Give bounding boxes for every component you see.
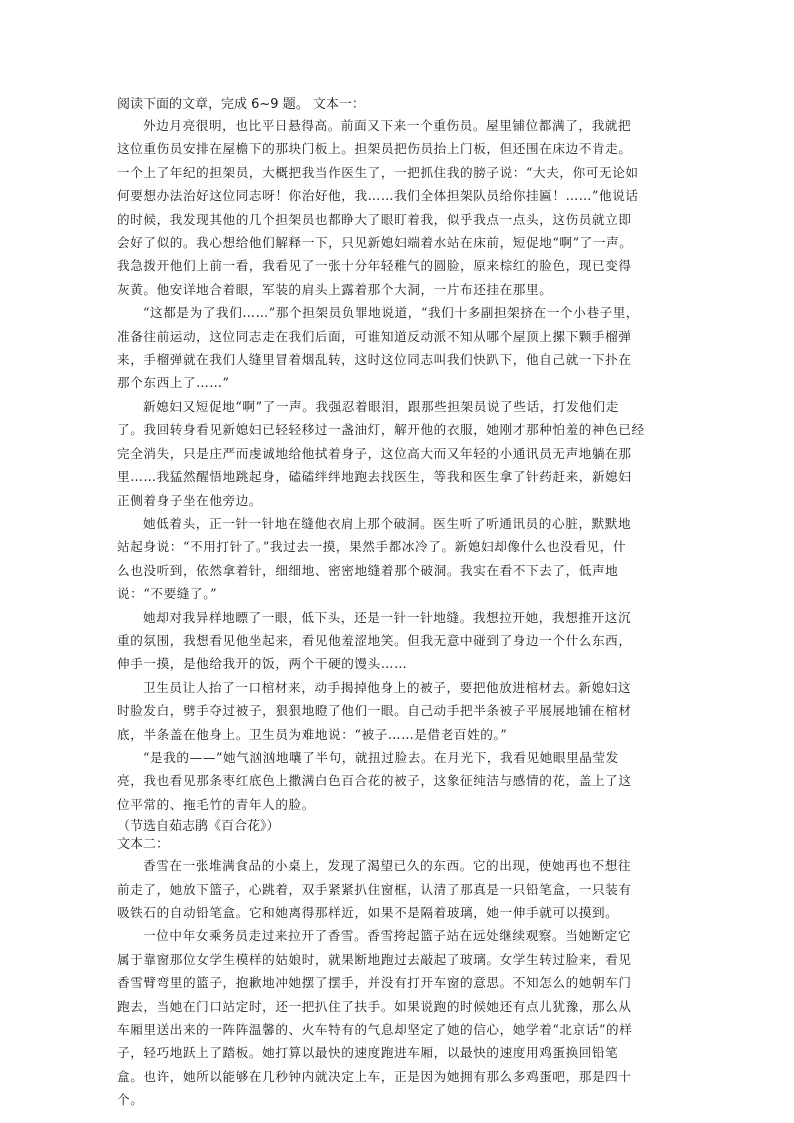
text-line: 准备往前运动，这位同志走在我们后面，可谁知道反动派不知从哪个屋顶上摞下颗手榴弹: [117, 328, 632, 344]
text-line: 那个东西上了……”: [117, 375, 230, 391]
text-line: 跑去，当她在门口站定时，还一把扒住了扶手。如果说跑的时候她还有点儿犹豫，那么从: [117, 998, 632, 1014]
text-line: 亮，我也看见那条枣红底色上撒满白色百合花的被子，这象征纯洁与感情的花，盖上了这: [117, 773, 632, 789]
text-line: 灰黄。他安详地合着眼，军装的肩头上露着那个大洞，一片布还挂在那里。: [117, 281, 553, 297]
text-line: 香雪臂弯里的篮子，抱歉地冲她摆了摆手，并没有打开车窗的意思。不知怎么的她朝车门: [117, 975, 632, 991]
text-line: 正侧着身子坐在他旁边。: [117, 492, 263, 508]
text1-paragraph-6: [117, 676, 673, 746]
text1-paragraph-1: [117, 114, 673, 301]
question-instruction: 阅读下面的文章，完成 6~9 题。 文本一：: [117, 97, 365, 112]
text-line: 属于靠窗那位女学生模样的姑娘时，就果断地跑过去敲起了玻璃。女学生转过脸来，看见: [117, 951, 632, 967]
text-line: 底，半条盖在他身上。卫生员为难地说：“被子……是借老百姓的。”: [117, 726, 508, 742]
text-line: 了。我回转身看见新媳妇已轻轻移过一盏油灯，解开他的衣服，她刚才那种怕羞的神色已经: [117, 422, 645, 438]
text2-label: 文本二：: [117, 837, 170, 853]
text1-paragraph-7: [117, 746, 673, 816]
text-line: “是我的——”她气汹汹地嚷了半句，就扭过脸去。在月光下，我看见她眼里晶莹发: [143, 749, 619, 765]
text2-paragraph-2: [117, 924, 673, 1111]
text1-paragraph-5: [117, 606, 673, 676]
document-page: [117, 96, 673, 1112]
text-line: 卫生员让人抬了一口棺材来，动手揭掉他身上的被子，要把他放进棺材去。新媳妇这: [143, 679, 632, 695]
text-line: 位平常的、拖毛竹的青年人的脸。: [117, 796, 315, 812]
text-line: 时脸发白，劈手夺过被子，狠狠地瞪了他们一眼。自己动手把半条被子平展展地铺在棺材: [117, 703, 632, 719]
text1-paragraph-4: [117, 512, 673, 606]
text-line: 车厢里送出来的一阵阵温馨的、火车特有的气息却坚定了她的信心，她学着“北京话”的样: [117, 1022, 633, 1038]
text1-paragraph-3: [117, 395, 673, 512]
text-line: 重的氛围，我想看见他坐起来，看见他羞涩地笑。但我无意中碰到了身边一个什么东西，: [117, 632, 632, 648]
text-line: “这都是为了我们……”那个担架员负罪地说道，“我们十多副担架挤在一个小巷子里，: [143, 305, 640, 321]
text2-paragraph-1: [117, 854, 673, 924]
text-line: 一位中年女乘务员走过来拉开了香雪。香雪挎起篮子站在远处继续观察。当她断定它: [143, 928, 632, 944]
text-line: 香雪在一张堆满食品的小桌上，发现了渴望已久的东西。它的出现，使她再也不想往: [143, 858, 632, 874]
text-line: 么也没听到，依然拿着针，细细地、密密地缝着那个破洞。我实在看不下去了，低声地: [117, 562, 619, 578]
text-line: 外边月亮很明，也比平日悬得高。前面又下来一个重伤员。屋里铺位都满了，我就把: [143, 118, 632, 133]
text-line: 新媳妇又短促地“啊”了一声。我强忍着眼泪，跟那些担架员说了些话，打发他们走: [143, 398, 619, 414]
text-line: 这位重伤员安排在屋檐下的那块门板上。担架员把伤员抬上门板，但还围在床边不肯走。: [117, 141, 632, 157]
text-line: 站起身说：“不用打针了。”我过去一摸，果然手都冰冷了。新媳妇却像什么也没看见，什: [117, 539, 627, 555]
text1-source: （节选自茹志鹃《百合花》）: [117, 819, 280, 835]
text-line: 说：“不要缝了。”: [117, 586, 218, 602]
text-line: 来，手榴弹就在我们人缝里冒着烟乱转，这时这位同志叫我们快趴下，他自己就一下扑在: [117, 352, 632, 368]
text-line: 个。: [117, 1092, 144, 1108]
text1-paragraph-2: [117, 301, 673, 395]
text-line: 里……我猛然醒悟地跳起身，磕磕绊绊地跑去找医生，等我和医生拿了针药赶来，新媳妇: [117, 469, 632, 485]
text-line: 盒。也许，她所以能够在几秒钟内就决定上车，正是因为她拥有那么多鸡蛋吧，那是四十: [117, 1068, 632, 1084]
text-line: 一个上了年纪的担架员，大概把我当作医生了，一把抓住我的膀子说：“大夫，你可无论如: [117, 164, 639, 180]
text-line: 吸铁石的自动铅笔盒。它和她离得那样近，如果不是隔着玻璃，她一伸手就可以摸到。: [117, 905, 619, 920]
text-line: 她却对我异样地瞟了一眼，低下头，还是一针一针地缝。我想拉开她，我想推开这沉: [143, 609, 632, 625]
text-line: 她低着头，正一针一针地在缝他衣肩上那个破洞。医生听了听通讯员的心脏，默默地: [143, 515, 632, 531]
text-line: 子，轻巧地跃上了踏板。她打算以最快的速度跑进车厢，以最快的速度用鸡蛋换回铅笔: [117, 1045, 619, 1061]
text-line: 会好了似的。我心想给他们解释一下，只见新媳妇端着水站在床前，短促地“啊”了一声。: [117, 235, 633, 251]
text-line: 前走了，她放下篮子，心跳着，双手紧紧扒住窗框，认清了那真是一只铅笔盒，一只装有: [117, 881, 632, 897]
text-line: 伸手一摸，是他给我开的饭，两个干硬的馒头……: [117, 656, 408, 672]
text-line: 的时候，我发现其他的几个担架员也都睁大了眼盯着我，似乎我点一点头，这伤员就立即: [117, 211, 632, 227]
text-line: 我急拨开他们上前一看，我看见了一张十分年轻稚气的圆脸，原来棕红的脸色，现已变得: [117, 258, 632, 274]
text-line: 何要想办法治好这位同志呀！你治好他，我……我们全体担架队员给你挂匾！……”他说话: [117, 188, 639, 204]
text-line: 完全消失，只是庄严而虔诚地给他拭着身子，这位高大而又年轻的小通讯员无声地躺在那: [117, 445, 632, 461]
